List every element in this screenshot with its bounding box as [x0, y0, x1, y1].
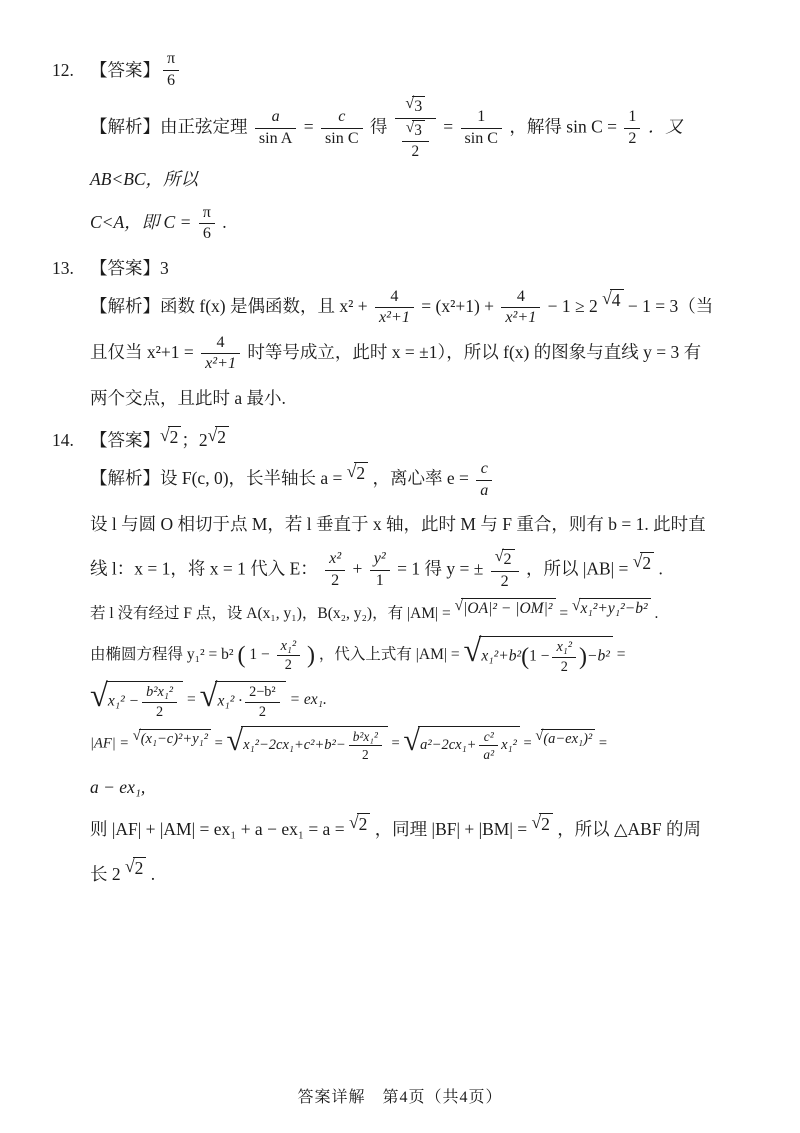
fraction — [321, 108, 363, 148]
radicand: 3 — [412, 120, 425, 140]
sqrt-radical — [572, 598, 651, 631]
text-run: 时等号成立，此时 x = ±1），所以 f(x) 的图象与直线 y = 3 有 — [247, 341, 702, 362]
text-run: ，同理 |BF| + |BM| = — [374, 819, 528, 840]
numerator: π — [199, 204, 215, 225]
numerator — [395, 96, 436, 119]
text-run: − 1 = 3（当 — [627, 295, 714, 316]
answer-separator: ；2 — [181, 430, 208, 451]
solution-13 — [90, 288, 756, 417]
radical-sign: √ — [405, 95, 415, 112]
text-run: 线 l：x = 1，将 x = 1 代入 E： — [90, 558, 318, 579]
text-run: − 1 ≥ 2 — [547, 295, 598, 316]
fraction — [476, 460, 492, 500]
q13-solution-line-2 — [90, 334, 756, 374]
radicand: (x₁−c)²+y₁² — [139, 729, 211, 748]
answer-label: 【答案】 — [90, 60, 160, 80]
radical-sign: √ — [132, 728, 141, 745]
text-run: = — [391, 735, 400, 752]
text-run: ，所以 △ABF 的周 — [557, 819, 701, 840]
denominator: 2 — [361, 747, 369, 763]
radicand: 3 — [412, 96, 425, 117]
text-run: |AF| = — [90, 735, 130, 752]
numerator: x² — [325, 550, 345, 571]
denominator: sin C — [325, 129, 359, 147]
text-run: 两个交点，且此时 a 最小. — [90, 387, 286, 408]
sqrt-radical — [208, 426, 229, 454]
numerator: 1 — [624, 108, 640, 129]
radicand: 2 — [168, 426, 182, 449]
fraction — [163, 50, 179, 90]
text-run: = — [186, 691, 196, 709]
q14-solution-line-6 — [90, 678, 756, 720]
numerator: c — [321, 108, 363, 129]
question-number: 14. — [52, 430, 74, 451]
q12-solution-line-2 — [90, 204, 756, 244]
radicand: 2 — [357, 813, 371, 836]
fraction — [624, 108, 640, 148]
radical-sign: √ — [405, 119, 415, 137]
numerator: 4 — [201, 334, 240, 355]
sqrt-radical — [199, 678, 286, 720]
denominator: sin A — [258, 129, 293, 147]
fraction — [245, 684, 280, 720]
text-run: 且仅当 x²+1 = — [90, 341, 194, 362]
radicand — [479, 636, 613, 675]
numerator: x₁² — [552, 639, 576, 657]
text-run: x₁²+b² — [481, 647, 522, 665]
numerator: a — [255, 108, 297, 129]
problem-13 — [52, 254, 756, 417]
fraction — [479, 729, 498, 763]
radicand: 2 — [354, 462, 368, 485]
answer-row-12 — [52, 50, 756, 90]
radical-sign: √ — [454, 596, 464, 614]
text-run: . — [150, 863, 156, 884]
text-run: = — [303, 116, 314, 137]
fraction — [255, 108, 297, 148]
text-run: C<A，即 C = — [90, 211, 192, 232]
sqrt-radical — [405, 96, 425, 117]
right-paren: ) — [579, 644, 588, 671]
text-run: 若 l 没有经过 F 点，设 A(x₁, y₁)，B(x₂, y₂)，有 |AM| = — [90, 604, 451, 622]
numerator: c² — [479, 729, 498, 746]
radicand: 2 — [539, 813, 553, 836]
numerator: 4 — [375, 288, 414, 309]
denominator — [395, 119, 436, 161]
right-paren: ) — [307, 642, 316, 669]
fraction — [349, 729, 382, 763]
radical-sign: √ — [535, 728, 544, 745]
text-run: 【解析】函数 f(x) 是偶函数，且 x² + — [90, 295, 368, 316]
text-run: = — [616, 646, 626, 664]
text-run: ，解得 sin C = — [509, 116, 618, 137]
denominator: 2 — [628, 129, 637, 147]
radicand: 4 — [610, 289, 624, 312]
denominator: 2 — [284, 657, 292, 674]
text-run: x₁² · — [217, 692, 243, 710]
sqrt-radical — [531, 813, 552, 850]
sqrt-radical — [495, 549, 515, 570]
text-run: a − ex₁, — [90, 776, 146, 797]
numerator: x₁² — [277, 638, 301, 656]
denominator: 2 — [156, 703, 164, 720]
denominator: 2 — [500, 573, 509, 591]
text-run: = — [598, 735, 608, 752]
radical-sign: √ — [463, 633, 482, 670]
text-run: + — [352, 558, 363, 579]
numerator: 4 — [501, 288, 540, 309]
sqrt-radical — [535, 729, 595, 759]
q12-solution-line-1 — [90, 96, 756, 198]
fraction — [501, 288, 540, 328]
radical-sign: √ — [602, 288, 612, 309]
left-paren: ( — [521, 644, 530, 671]
problem-12 — [52, 50, 756, 244]
radical-sign: √ — [160, 425, 170, 446]
text-run: ，离心率 e = — [372, 468, 469, 489]
page-footer: 答案详解 第4页（共4页） — [297, 1089, 503, 1106]
nested-fraction — [395, 96, 436, 161]
denominator: 2 — [560, 658, 568, 675]
text-run: 则 |AF| + |AM| = ex₁ + a − ex₁ = a = — [90, 819, 345, 840]
radicand: (a−ex₁)² — [541, 729, 595, 748]
radicand: 2 — [502, 549, 515, 570]
radical-sign: √ — [199, 678, 218, 715]
problem-14 — [52, 426, 756, 894]
text-run: 【解析】设 F(c, 0)，长半轴长 a = — [90, 468, 343, 489]
numerator: y² — [370, 550, 390, 571]
text-run: = — [443, 116, 454, 137]
text-run: . — [658, 558, 663, 579]
q14-solution-line-9 — [90, 811, 756, 849]
q14-solution-line-5 — [90, 633, 756, 675]
text-run: x₁²−2cx₁+c²+b²− — [243, 737, 346, 754]
denominator: x²+1 — [205, 355, 237, 373]
fraction — [142, 684, 177, 720]
q14-solution-line-8 — [90, 769, 756, 806]
q14-solution-line-3 — [90, 549, 756, 592]
denominator: 2 — [331, 571, 340, 589]
sqrt-radical — [349, 813, 370, 850]
text-run: 1 − — [249, 646, 270, 664]
text-run: x₁² − — [107, 692, 140, 710]
text-run: = — [214, 735, 223, 752]
fraction — [199, 204, 215, 244]
sqrt-radical — [602, 289, 623, 326]
radical-sign: √ — [531, 811, 542, 832]
text-run: x₁² — [501, 737, 517, 754]
text-run: 由椭圆方程得 y₁² = b² — [90, 646, 234, 664]
fraction — [552, 639, 576, 675]
answer-label: 【答案】 — [90, 257, 160, 278]
radicand — [241, 726, 388, 763]
sqrt-radical — [455, 598, 556, 631]
text-run: . — [222, 211, 227, 232]
radical-sign: √ — [226, 722, 244, 757]
denominator: x²+1 — [378, 309, 410, 327]
fraction — [370, 550, 390, 590]
left-paren: ( — [237, 642, 246, 669]
radicand — [215, 681, 285, 720]
denominator: x²+1 — [505, 309, 537, 327]
fraction — [325, 550, 345, 590]
q14-solution-line-7 — [90, 722, 756, 763]
text-run: 1 − — [529, 647, 550, 665]
sqrt-radical — [226, 722, 387, 763]
numerator: b²x₁² — [142, 684, 177, 702]
radical-sign: √ — [207, 425, 218, 446]
denominator: 6 — [202, 225, 211, 243]
radicand: |OA|² − |OM|² — [461, 598, 555, 618]
answer-value: 3 — [160, 257, 169, 278]
text-run: 设 l 与圆 O 相切于点 M，若 l 垂直于 x 轴，此时 M 与 F 重合，则有 b = 1. 此时直 — [90, 514, 706, 535]
numerator: b²x₁² — [349, 729, 382, 746]
denominator: a² — [483, 747, 495, 763]
q13-solution-line-3 — [90, 380, 756, 417]
question-number: 12. — [52, 60, 74, 80]
numerator — [491, 549, 519, 572]
radical-sign: √ — [348, 811, 359, 832]
text-run: = — [559, 604, 569, 622]
radicand: x₁²+y₁²−b² — [579, 598, 651, 618]
radicand — [418, 726, 520, 763]
q14-solution-line-1 — [90, 460, 756, 500]
numerator: π — [163, 50, 179, 71]
text-run: a²−2cx₁+ — [420, 737, 477, 754]
text-run: . — [654, 604, 659, 622]
solution-14 — [90, 460, 756, 894]
text-run: 得 — [369, 116, 388, 137]
sqrt-radical — [133, 729, 211, 759]
text-run: −b² — [587, 647, 610, 665]
radical-sign: √ — [632, 550, 643, 571]
answer-label: 【答案】 — [90, 430, 160, 451]
fraction — [461, 108, 503, 148]
radical-sign: √ — [572, 596, 581, 614]
text-run: ，代入上式有 |AM| = — [318, 646, 460, 664]
q14-solution-line-4 — [90, 598, 756, 631]
inner-fraction — [402, 120, 429, 161]
numerator: 2−b² — [245, 684, 280, 702]
radical-sign: √ — [346, 460, 357, 481]
sqrt-radical — [463, 633, 612, 675]
sqrt-radical — [406, 120, 425, 140]
radical-sign: √ — [494, 548, 504, 566]
sqrt-radical — [403, 722, 520, 763]
denominator: 1 — [375, 571, 384, 589]
text-run: 【解析】由正弦定理 — [90, 116, 248, 137]
answer-row-14 — [52, 426, 756, 454]
fraction — [277, 638, 301, 674]
radicand: 2 — [640, 552, 654, 575]
text-run: ．又 AB<BC，所以 — [90, 116, 683, 189]
sqrt-radical — [90, 678, 183, 720]
denominator: 6 — [167, 71, 176, 89]
radicand — [106, 681, 183, 720]
sqrt-radical — [633, 552, 654, 589]
denominator: a — [480, 481, 489, 499]
fraction — [375, 288, 414, 328]
q14-solution-line-2 — [90, 506, 756, 543]
text-run: = (x²+1) + — [421, 295, 495, 316]
text-run: = — [523, 735, 532, 752]
q13-solution-line-1 — [90, 288, 756, 328]
fraction — [491, 549, 519, 592]
text-run: ，所以 |AB| = — [525, 558, 629, 579]
text-run: = 1 得 y = ± — [397, 558, 484, 579]
sqrt-radical — [347, 462, 368, 499]
radical-sign: √ — [403, 722, 421, 757]
radicand: 2 — [215, 426, 229, 449]
numerator: 1 — [461, 108, 503, 129]
radical-sign: √ — [125, 856, 135, 877]
radical-sign: √ — [90, 678, 108, 715]
radicand: 2 — [133, 857, 147, 880]
q14-solution-line-10 — [90, 856, 756, 894]
text-run: 长 2 — [90, 863, 121, 884]
sqrt-radical — [125, 857, 146, 894]
denominator: sin C — [464, 129, 499, 147]
question-number: 13. — [52, 257, 74, 278]
denominator: 2 — [258, 703, 266, 720]
numerator — [402, 120, 429, 142]
fraction — [201, 334, 240, 374]
denominator: 2 — [411, 143, 420, 161]
solution-12 — [90, 96, 756, 244]
numerator: c — [476, 460, 492, 481]
answer-row-13 — [52, 254, 756, 282]
text-run: = ex₁. — [289, 691, 327, 709]
sqrt-radical — [160, 426, 181, 454]
